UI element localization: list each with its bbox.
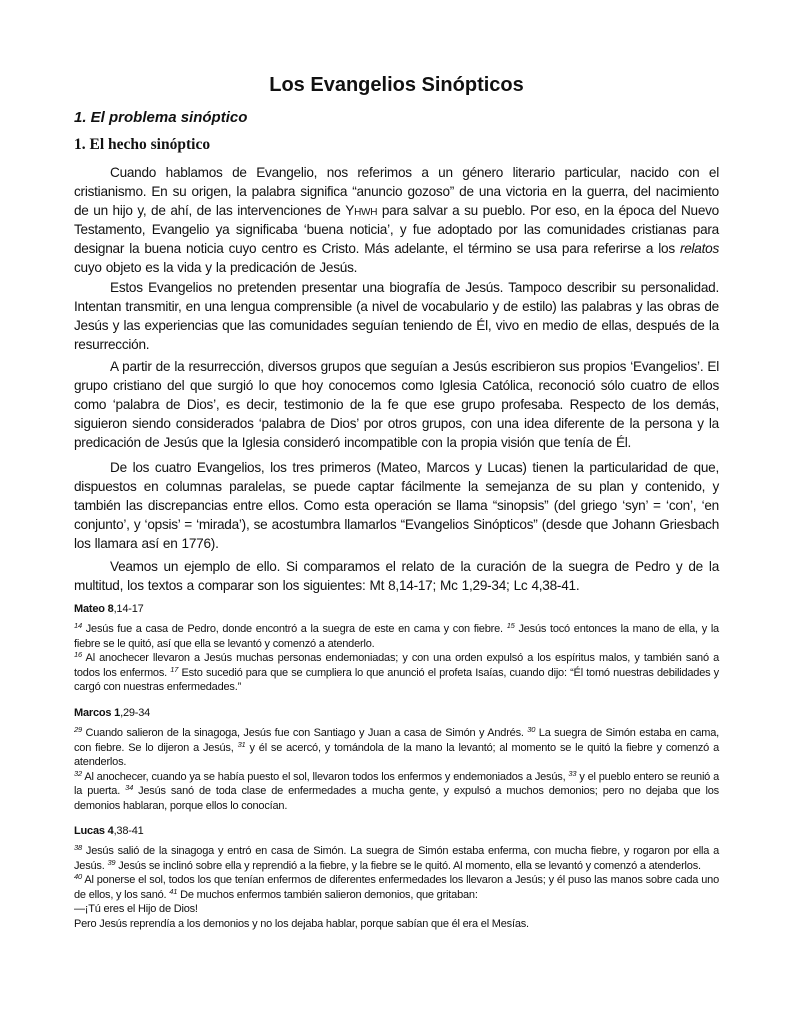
verse-text: De muchos enfermos también salieron demonios, que gritaban: [177,888,478,901]
verse-text: Jesús fue a casa de Pedro, donde encontró a la suegra de este en cama y con fiebre. [81,623,507,635]
verse-text: Al anochecer, cuando ya se había puesto el sol, llevaron todos los enfermos y endemoniados a Jesús, [81,770,569,783]
paragraph-text: cuyo objeto es la vida y la predicación de Jesús. [74,260,358,275]
verse-block [74,651,719,695]
verse-number: 30 [527,725,536,734]
verse-number: 39 [107,857,116,867]
passage-heading-lucas: Lucas 4,38-41 [74,825,144,837]
verse-text: Pero Jesús reprendía a los demonios y no los dejaba hablar, porque sabían que él era el Mesías. [74,917,529,930]
verse-number: 33 [568,768,577,778]
styled-text-smallcaps: Yhwh [345,203,378,218]
verse-text: Cuando salieron de la sinagoga, Jesús fue con Santiago y Juan a casa de Simón y Andrés. [81,727,528,739]
passage-heading-marcos: Marcos 1,29-34 [74,707,151,719]
paragraph [74,163,719,277]
verse-text: Jesús salió de la sinagoga y entró en casa de Simón. La suegra de Simón estaba enferma, con mucha fiebre, y rogaron por ella a Jesús. [74,845,719,872]
passage-text-marcos [74,726,719,813]
paragraph-text: A partir de la resurrección, diversos grupos que seguían a Jesús escribieron sus propios ‘Evangelios’. El grupo cristiano del que surgió lo que hoy conocemos como Iglesia Católica, reconoció sólo cuatro de ellos como ‘palabra de Dios’, es decir, testimonio de la fe que ese grupo profesaba. Respecto de los demás, siguieron siendo considerados ‘palabra de Dios’ por otros grupos, con una idea diferente de la persona y la predicación de Jesús que la Iglesia consideró incompatible con la propia visión que tenía de Él. [74,359,719,450]
verse-text: Jesús se inclinó sobre ella y reprendió a la fiebre, y la fiebre se le quitó. Al momento, ella se levantó y comenzó a atenderlos. [115,859,701,872]
passage-text-mateo [74,622,719,695]
verse-block [74,622,719,651]
paragraph [74,357,719,452]
verse-text: Al ponerse el sol, todos los que tenían enfermos de diferentes enfermedades los llevaron a Jesús; y él puso las manos sobre cada uno de ellos, y los sanó. [74,874,719,901]
document-title: Los Evangelios Sinópticos [269,74,524,96]
subsection-heading: 1. El hecho sinóptico [74,136,211,153]
paragraph-text: Estos Evangelios no pretenden presentar una biografía de Jesús. Tampoco describir su personalidad. Intentan transmitir, en una lengua comprensible (a nivel de vocabulario y de estilo) las palabras y las obras de Jesús y las experiencias que las comunidades seguían teniendo de Él, vivo en medio de ellas, después de la resurrección. [74,280,719,352]
paragraph-text: Veamos un ejemplo de ello. Si comparamos el relato de la curación de la suegra de Pedro y de la multitud, los textos a comparar son los siguientes: Mt 8,14-17; Mc 1,29-34; Lc 4,38-41. [74,559,719,593]
verse-number: 41 [169,886,178,896]
paragraph [74,557,719,595]
paragraph-text: Cuando hablamos de Evangelio, nos referimos a un género literario particular, nacido con el cristianismo. En su origen, la palabra significa “anuncio gozoso” de una victoria en la guerra, del nacimiento de un hijo y, de ahí, de las intervenciones de [74,165,719,218]
passage-text-lucas [74,844,719,931]
verse-number: 29 [74,725,82,734]
verse-text: —¡Tú eres el Hijo de Dios! [74,903,198,915]
verse-number: 34 [125,783,134,792]
verse-number: 38 [74,843,82,852]
paragraph-text: para salvar a su pueblo. Por eso, en la época del Nuevo Testamento, Evangelio ya significaba ‘buena noticia’, y fue adoptado por las comunidades cristianas para designar la buena noticia cuyo centro es Cristo. Más adelante, el término se usa para referirse a los [74,203,719,256]
paragraph [74,458,719,553]
verse-block [74,902,719,917]
passage-heading-mateo: Mateo 8,14-17 [74,603,144,615]
verse-block [74,873,719,902]
verse-text: y el pueblo entero se reunió a la puerta. [74,770,719,797]
verse-block [74,770,719,814]
verse-number: 32 [74,768,82,778]
verse-text: Jesús sanó de toda clase de enfermedades a mucha gente, y expulsó a muchos demonios; pero no dejaba que los demonios hablaran, porque ellos lo conocían. [74,785,719,812]
paragraph-text: De los cuatro Evangelios, los tres primeros (Mateo, Marcos y Lucas) tienen la particularidad de que, dispuestos en columnas paralelas, se puede captar fácilmente la semejanza de su plan y contenido, y también las discrepancias entre ellos. Como esta operación se llama “sinopsis” (del griego ‘syn’ = ‘con’, ‘en conjunto’, y ‘opsis’ = ‘mirada’), se acostumbra llamarlos “Evangelios Sinópticos” (desde que Johann Griesbach los llamara así en 1776). [74,460,719,551]
verse-text: Esto sucedió para que se cumpliera lo que anunció el profeta Isaías, cuando dijo: “Él tomó nuestras debilidades y cargó con nuestras enfermedades.” [74,666,719,693]
verse-block [74,917,719,932]
verse-number: 16 [74,650,82,659]
verse-block [74,726,719,770]
verse-number: 17 [170,664,179,674]
verse-number: 31 [237,739,246,749]
verse-text: y él se acercó, y tomándola de la mano la levantó; al momento se le quitó la fiebre y comenzó a atenderlos. [74,741,719,768]
verse-text: Al anochecer llevaron a Jesús muchas personas endemoniadas; y con una orden expulsó a los espíritus malos, y también sanó a todos los enfermos. [74,652,719,679]
verse-text: Jesús tocó entonces la mano de ella, y la fiebre se le quitó, así que ella se levantó y comenzó a atenderlo. [74,623,719,650]
paragraph [74,278,719,354]
section-heading: 1. El problema sinóptico [74,109,248,126]
styled-text-italic: relatos [679,241,719,256]
verse-number: 40 [74,872,82,881]
verse-text: La suegra de Simón estaba en cama, con fiebre. Se lo dijeron a Jesús, [74,727,719,754]
verse-number: 14 [74,621,82,630]
verse-number: 15 [506,621,515,630]
verse-block [74,844,719,873]
